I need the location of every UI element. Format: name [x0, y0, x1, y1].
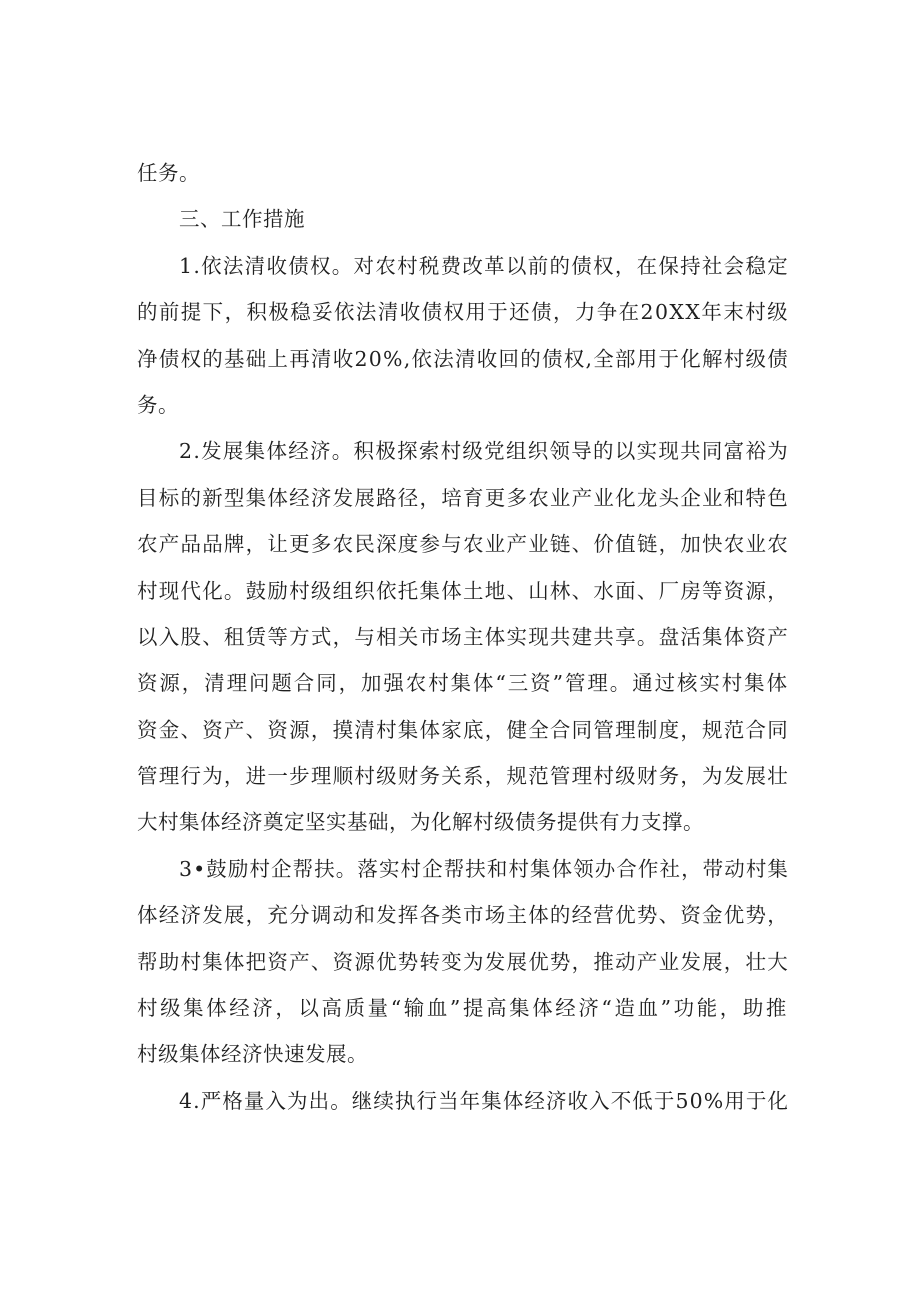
text-line: 大村集体经济奠定坚实基础，为化解村级债务提供有力支撑。: [137, 810, 704, 835]
text-line: 务。: [137, 392, 179, 417]
text-line: 村级集体经济，以高质量“输血”提高集体经济“造血”功能，助推: [137, 996, 789, 1021]
text-line: 资金、资产、资源，摸清村集体家底，健全合同管理制度，规范合同: [137, 717, 789, 742]
text-line: 任务。: [137, 161, 200, 185]
text-line: 3•鼓励村企帮扶。落实村企帮扶和村集体领办合作社，带动村集: [179, 856, 789, 881]
text-line: 净债权的基础上再清收20%,依法清收回的债权,全部用于化解村级债: [137, 346, 789, 371]
text-line: 4.严格量入为出。继续执行当年集体经济收入不低于50%用于化: [179, 1088, 789, 1113]
text-line: 体经济发展，充分调动和发挥各类市场主体的经营优势、资金优势，: [137, 903, 789, 928]
text-line: 农产品品牌，让更多农民深度参与农业产业链、价值链，加快农业农: [137, 532, 789, 557]
text-line: 1.依法清收债权。对农村税费改革以前的债权，在保持社会稳定: [179, 253, 789, 278]
text-line: 村现代化。鼓励村级组织依托集体土地、山林、水面、厂房等资源，: [137, 578, 789, 603]
text-line: 以入股、租赁等方式，与相关市场主体实现共建共享。盘活集体资产: [137, 624, 789, 649]
text-line: 2.发展集体经济。积极探索村级党组织领导的以实现共同富裕为: [179, 439, 789, 464]
text-line: 管理行为，进一步理顺村级财务关系，规范管理村级财务，为发展壮: [137, 764, 789, 789]
document-body: [137, 150, 789, 1124]
text-line: 村级集体经济快速发展。: [137, 1042, 368, 1067]
text-line: 帮助村集体把资产、资源优势转变为发展优势，推动产业发展，壮大: [137, 949, 789, 974]
text-line: 三、工作措施: [179, 207, 305, 232]
text-line: 的前提下，积极稳妥依法清收债权用于还债，力争在20XX年末村级: [137, 300, 789, 325]
text-line: 资源，清理问题合同，加强农村集体“三资”管理。通过核实村集体: [137, 671, 789, 696]
text-line: 目标的新型集体经济发展路径，培育更多农业产业化龙头企业和特色: [137, 485, 789, 510]
